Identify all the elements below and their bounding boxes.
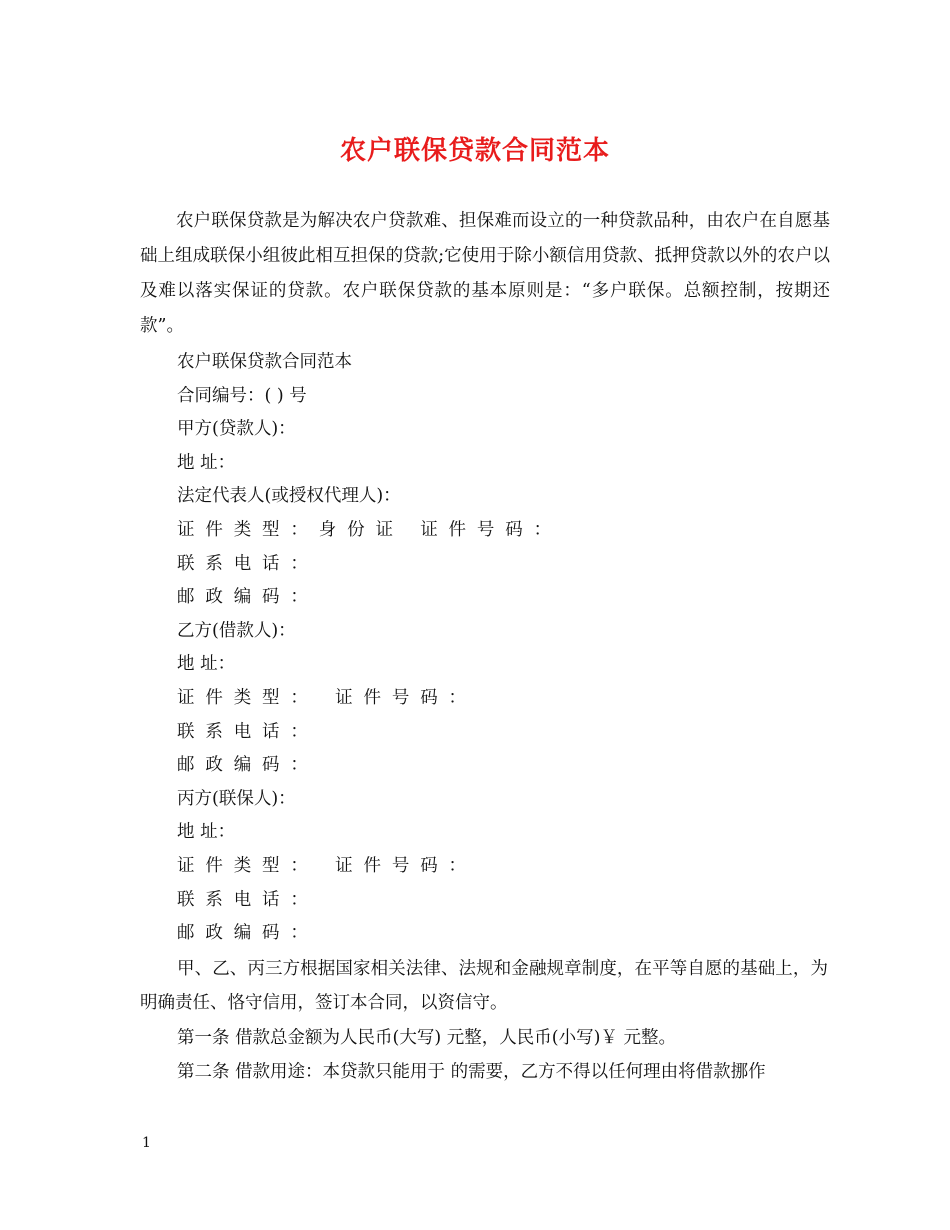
party-b-line: 乙方(借款人)：: [177, 620, 296, 641]
party-a-address-line: 地 址：: [177, 452, 236, 473]
party-b-postcode-line: 邮政编码：: [177, 755, 319, 776]
party-a-phone-line: 联系电话：: [177, 553, 319, 574]
article-2-paragraph: 第二条 借款用途：本贷款只能用于 的需要，乙方不得以任何理由将借款挪作: [177, 1062, 766, 1082]
subtitle-line: 农户联保贷款合同范本: [177, 352, 352, 372]
party-a-representative-line: 法定代表人(或授权代理人)：: [177, 486, 401, 507]
party-b-id-line: 证件类型： 证件号码：: [177, 687, 477, 708]
party-c-id-line: 证件类型： 证件号码：: [177, 855, 477, 876]
party-c-postcode-line: 邮政编码：: [177, 923, 319, 944]
document-title: 农户联保贷款合同范本: [339, 136, 610, 166]
intro-paragraph: 农户联保贷款是为解决农户贷款难、担保难而设立的一种贷款品种，由农户在自愿基础上组成联保小组彼此相互担保的贷款;它使用于除小额信用贷款、抵押贷款以外的农户以及难以落实保证的贷款。农户联保贷款的基本原则是：“多户联保。总额控制，按期还款”。: [140, 211, 830, 336]
article-1-paragraph: 第一条 借款总金额为人民币(大写) 元整，人民币(小写)￥ 元整。: [177, 1028, 676, 1048]
party-a-line: 甲方(贷款人)：: [177, 419, 296, 440]
page-number: 1: [142, 1135, 151, 1151]
party-a-postcode-line: 邮政编码：: [177, 587, 319, 608]
preamble-paragraph: 甲、乙、丙三方根据国家相关法律、法规和金融规章制度，在平等自愿的基础上，为明确责任、恪守信用，签订本合同，以资信守。: [140, 959, 828, 1013]
party-a-id-line: 证件类型：身份证 证件号码：: [177, 519, 562, 540]
party-c-line: 丙方(联保人)：: [177, 788, 296, 809]
party-c-phone-line: 联系电话：: [177, 889, 319, 910]
contract-fields: [177, 346, 562, 951]
party-b-address-line: 地 址：: [177, 654, 236, 675]
party-c-address-line: 地 址：: [177, 822, 236, 843]
contract-number-line: 合同编号：( ) 号: [177, 385, 307, 406]
party-b-phone-line: 联系电话：: [177, 721, 319, 742]
